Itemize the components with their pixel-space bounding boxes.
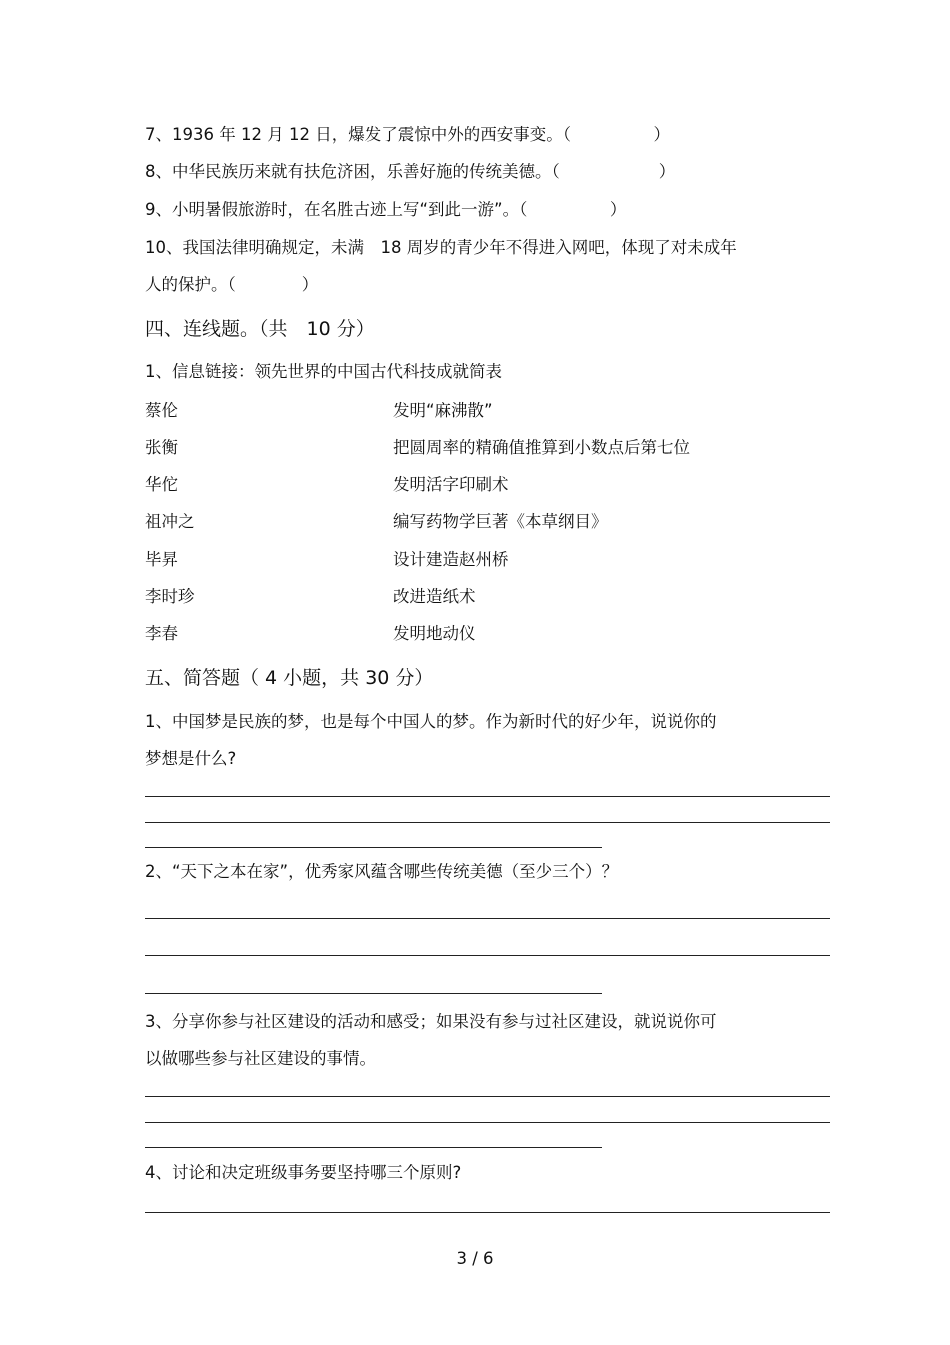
answer-line[interactable] [145,1147,602,1148]
question-4: 4、讨论和决定班级事务要坚持哪三个原则? [145,1163,462,1182]
question-3-line-1: 3、分享你参与社区建设的活动和感受；如果没有参与过社区建设，就说说你可 [145,1012,717,1031]
judgement-item-7: 7、1936 年 12 月 12 日，爆发了震惊中外的西安事变。（ ） [145,125,670,144]
section-4-heading: 四、连线题。（共 10 分） [145,318,375,340]
match-name: 华佗 [145,475,178,494]
match-achievement: 发明活字印刷术 [393,475,509,494]
answer-line[interactable] [145,1212,830,1213]
answer-line[interactable] [145,1096,830,1097]
match-name: 李春 [145,624,178,643]
match-name: 祖冲之 [145,512,195,531]
judgement-item-8: 8、中华民族历来就有扶危济困，乐善好施的传统美德。（ ） [145,162,676,181]
question-1-line-1: 1、中国梦是民族的梦，也是每个中国人的梦。作为新时代的好少年，说说你的 [145,712,717,731]
match-achievement: 改进造纸术 [393,587,476,606]
answer-line[interactable] [145,847,602,848]
question-1-line-2: 梦想是什么? [145,749,237,768]
match-achievement: 发明“麻沸散” [393,401,493,420]
answer-line[interactable] [145,993,602,994]
answer-line[interactable] [145,918,830,919]
question-2: 2、“天下之本在家”，优秀家风蕴含哪些传统美德（至少三个）？ [145,862,619,881]
judgement-item-10-cont: 人的保护。（ ） [145,275,319,294]
answer-line[interactable] [145,796,830,797]
answer-line[interactable] [145,1122,830,1123]
judgement-item-9: 9、小明暑假旅游时，在名胜古迹上写“到此一游”。（ ） [145,200,627,219]
section-4-question-1: 1、信息链接：领先世界的中国古代科技成就简表 [145,362,502,381]
match-achievement: 设计建造赵州桥 [393,550,509,569]
match-name: 蔡伦 [145,401,178,420]
match-achievement: 发明地动仪 [393,624,476,643]
answer-line[interactable] [145,955,830,956]
match-name: 毕昇 [145,550,178,569]
judgement-item-10: 10、我国法律明确规定，未满 18 周岁的青少年不得进入网吧，体现了对未成年 [145,238,737,257]
match-name: 李时珍 [145,587,195,606]
match-achievement: 把圆周率的精确值推算到小数点后第七位 [393,438,690,457]
page-number: 3 / 6 [456,1249,494,1268]
match-achievement: 编写药物学巨著《本草纲目》 [393,512,608,531]
match-name: 张衡 [145,438,178,457]
answer-line[interactable] [145,822,830,823]
section-5-heading: 五、简答题（ 4 小题，共 30 分） [145,667,434,689]
question-3-line-2: 以做哪些参与社区建设的事情。 [145,1049,376,1068]
